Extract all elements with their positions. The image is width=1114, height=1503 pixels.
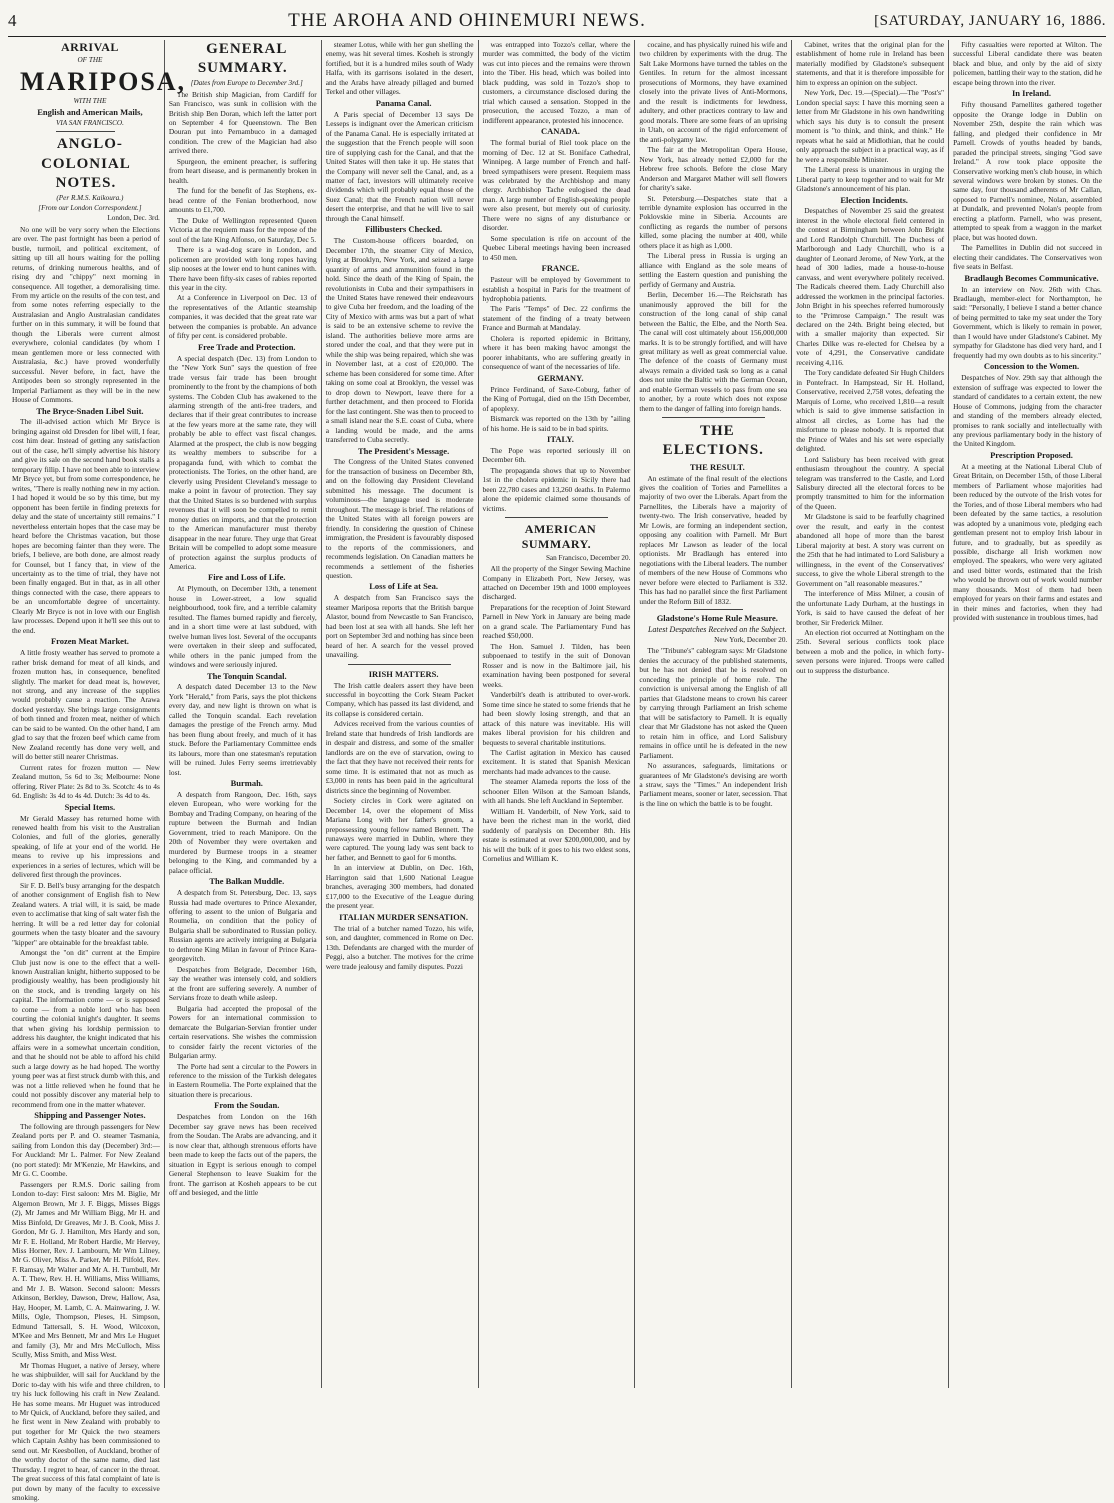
- paragraph: New York, Dec. 19.—(Special).—The "Post's" London special says: I have this morning seen a letter from Mr Gladstone in his own handwriting which says his duty is to consult the present moment is "to think, and think, and think." He repeats what he said at Midlothian, that he could only approach the subject in a practical way, as if he were a responsible Minister.: [796, 88, 945, 164]
- subheading-presidents-message: The President's Message.: [358, 445, 450, 456]
- subheading-libel: The Bryce-Snaden Libel Suit.: [36, 405, 144, 416]
- paragraph: Society circles in Cork were agitated on December 14, over the elopement of Miss Mariana Long with her father's groom, a prepossessing young fellow named Bennett. The runaways were married in Dublin, where they were captured. The young lady was sent back to her father, and Bennett to gaol for 6 months.: [325, 796, 474, 862]
- paragraph: The Porte had sent a circular to the Powers in reference to the mission of the Turkish delegates in Eastern Roumelia. The Porte explained that the situation there is precarious.: [168, 1061, 317, 1099]
- subheading-women: Concession to the Women.: [983, 361, 1080, 372]
- paragraph: Berlin, December 16.—The Reichsrath has unanimously approved the bill for the construction of the long canal of ship canal between the Baltic, the Elbe, and the North Sea. The canal will cost ultimately about 156,000,000 marks. It is to be strongly fortified, and will have great military as well as great commercial value. The defence of the coasts of Germany must always remain a divided task so long as a canal does not unite the Baltic with the German Ocean, and enable German vessels to pass from one sea to another, by a route which does not expose them to the danger of falling into foreign hands.: [639, 290, 788, 413]
- paragraph: A little frosty weather has served to promote a rather brisk demand for meat of all kinds, and frozen mutton has, in consequence, benefited slightly. The market for dead meat is, however, not strong, and any increase of the supplies would probably cause a reaction. The Arawa docked yesterday. She brings large consignments of both tinned and frozen meat, neither of which can be said to be wanted. On the other hand, I am glad to say that the frozen beef which came from New Zealand recently has done very well, and will do better still nearer Christmas.: [12, 648, 160, 762]
- paragraph: Advices received from the various counties of Ireland state that hundreds of Irish landlords are in despair and distress, and some of the smaller landlords are on the eve of starvation, owing to the fact that they have not received their rents for some time. It is estimated that not as much as £3,000 in rents has been paid in the agricultural districts since the beginning of November.: [325, 719, 474, 795]
- paragraph: At Plymouth, on December 13th, a tenement house in Lower-street, a low squalid neighbourhood, took fire, and a terrible calamity resulted. The flames burned rapidly and fiercely, and in a short time were at last subdued, with twelve human lives lost. Several of the occupants were overtaken in their sleep and suffocated, while others in the panic jumped from the windows and were seriously injured.: [168, 584, 317, 670]
- paragraph: No assurances, safeguards, limitations or guarantees of Mr Gladstone's devising are worth a straw, says the "Times." An independent Irish Parliament means, sooner or later, secession. That is the line on which the battle is to be fought.: [639, 761, 788, 808]
- columns: [8, 40, 1106, 1503]
- paragraph: The propaganda shows that up to November 1st in the cholera epidemic in Sicily there had been 22,780 cases and 13,260 deaths. In Palermo alone the epidemic claimed some thousands of victims.: [482, 465, 631, 513]
- subheading-soudan: From the Soudan.: [214, 1100, 280, 1111]
- paragraph: Passengers per R.M.S. Doric sailing from London to-day: First saloon: Mrs M. Biglie, Mr Algernon Brown, Mr J. F. Biggs, Misses Biggs (2), Mr James and Mr William Bigg, Mr H. and Miss Binfold, Dr Greaves, Mr J. B. Cook, Miss J. Gordon, Mr G. J. Hamilton, Mrs Hardy and son, Mr F. E. Holland, Mr Robert Hardie, Mr Hervey, Miss Horner, Rev. J. Lambourn, Mr Wm Lilney, Mr G. Oliver, Miss A. Parker, Mr H. Pilfold, Rev. F. Ramsay, Mr Walter and Mr A. H. Turnbull, Mr A. T. Thew, Rev. H. H. Williams, Miss Williams, and Mr J. B. Watson. Second saloon: Messrs Atkinson, Berkley, Dawson, Drew, Hallow, Asa, Hay, Hooper, M. Lamb, C. A. Mainwaring, J. W. Mills, Ogle, Thompson, Pleses, H. Simpson, Edmund Tattersall, S. H. Wood, Wilcoxon, M'Kee and Mrs Bennett, Mr and Mrs Le Huguet and family (3), Mr and Mrs McCulloch, Miss Scully, Miss Smith, and Miss West.: [12, 1179, 160, 1360]
- column-3: [322, 40, 479, 1388]
- paragraph: Bismarck was reported on the 13th by "ailing of his home. He is said to be in bad spirits.: [482, 414, 631, 433]
- subheading-tonquin: The Tonquin Scandal.: [206, 670, 287, 681]
- paragraph: Preparations for the reception of Joint Steward Parnell in New York in January are being made on a grand scale. The Parliamentary Fund has reached $50,000.: [482, 602, 631, 641]
- paragraph: The trial of a butcher named Tozzo, his wife, son, and daughter, commenced in Rome on Dec. 13th. Defendants are charged with the murder of Peggi, also a butcher. The motives for the crime were trade jealousy and family disputes. Pozzi: [325, 923, 474, 971]
- paragraph: All the property of the Singer Sewing Machine Company in Elizabeth Port, New Jersey, was attached on December 19th and 1000 employees discharged.: [482, 564, 631, 602]
- paragraph: Fifty thousand Parnellites gathered together opposite the Orange lodge in Dublin on November 25th, despite the rain which was falling, and pledged their confidence in Mr Parnell. Crowds of youths headed by bands, paraded the principal streets, singing "God save Ireland." A row took place opposite the Conservative working men's club house, in which several windows were broken by stones. On the same day, four thousand adherents of Mr Callan, opposed to Parnell's nominee, Nolan, assembled at Dundalk, and prevented Nolan's people from erecting a platform. Parnell, who was present, attempted to speak from a waggon in the market place, but was hooted down.: [953, 100, 1102, 242]
- gladstone-dek: Latest Despatches Received on the Subject.: [647, 624, 787, 634]
- arrival-block: [12, 40, 187, 128]
- paragraph: Bulgaria had accepted the proposal of the Powers for an international commission to demarcate the Bulgarian-Servian frontier under certain reservations. She wishes the commission to consider fairly the recent victories of the Bulgarian army.: [168, 1003, 317, 1061]
- paragraph: steamer Lotus, while with her gun shelling the enemy, was hit several times. Kosheh is strongly fortified, but it is a hundred miles south of Wady Halfa, with its garrisons isolated in the desert, and the Arabs have already pillaged and burned Terkel and other villages.: [325, 40, 474, 97]
- arrival-title: ARRIVAL: [60, 40, 119, 54]
- paragraph: The Pope was reported seriously ill on December 6th.: [482, 445, 631, 465]
- american-dateline: San Francisco, December 20.: [545, 553, 631, 562]
- separator: [505, 517, 608, 518]
- column-5: [635, 40, 792, 1388]
- paragraph: Spurgeon, the eminent preacher, is suffering from heart disease, and is permanently broken in health.: [168, 156, 317, 185]
- paragraph: A Paris special of December 13 says De Lesseps is indignant over the American criticism of the Panama Canal. He is especially irritated at the suggestion that the French people will soon tire of supplying cash for the Canal, and that the United States will then take it up. He states that the Company will never sell the Canal, and, as a matter of fact, investors will ultimately receive dividends which will probably equal those of the Suez Canal; that the French nation will never desert the enterprise, and that he will live to sail through the Canal himself.: [325, 109, 474, 223]
- gladstone-title: Gladstone's Home Rule Measure.: [656, 613, 778, 624]
- paragraph: The British ship Magician, from Cardiff for San Francisco, was sunk in collision with the British ship Ben Doran, which left the latter port on September 4 for Queenstown. The Ben Douran put into Pernambuco in a damaged condition. The crew of the Magician had also arrived there.: [168, 89, 317, 156]
- paragraph: Despatches of November 25 said the greatest interest in the whole electoral field centered in the contest at Birmingham between John Bright and Lord Randolph Churchill. The Duchess of Marlborough and Lady Churchill, who is a daughter of Leonard Jerome, of New York, at the head of 300 ladies, made a house-to-house canvass, and went everywhere politely received. The Radicals cheered them. Lady Churchill also addressed the workmen in the principal factories. John Bright in his speeches referred humorously to the "Primrose Campaign." The result was declared on the 24th. Bright being elected, but with a smaller majority than expected. Sir Charles Dilke was re-elected for Chelsea by a vote of 4,291, the Conservative candidate receiving 4,116.: [796, 206, 945, 367]
- paragraph: No one will be very sorry when the Elections are over. The past fortnight has been a period of bustle, turmoil, and political excitement, of sitting up till all hours waiting for the polling returns, of drinking numerous healths, and of rising dry and "chippy" next morning in consequence. All together, a demoralising time. From my article on the results of the con test, and from some notes referring especially to the Australasian and Anglo Australasian candidates further on in this summary, it will be found that though the Liberals were current almost everywhere, colonial candidates (by whom I mean gentlemen more or less connected with Australasia, &c.) have proved wonderfully successful. Never before, in fact, have the Antipodes been so strongly represented in the Imperial Parliament as they will be in the new House of Commons.: [12, 224, 160, 405]
- arrival-mails: English and American Mails,: [37, 107, 143, 118]
- arrival-with-the: WITH THE: [73, 97, 107, 106]
- separator: [56, 131, 115, 132]
- paragraph: The Congress of the United States convened for the transaction of business on December 8th, and on the following day President Cleveland submitted his message. The document is voluminous—the language used is moderate throughout. The message is brief. The relations of the United States with all foreign powers are friendly. In considering the question of Chinese immigration, the President is favourably disposed to the reports of the commissioners, and recommends legislation. On Canadian matters he recommends a settlement of the fisheries question.: [325, 457, 474, 580]
- subheading-prescription: Prescription Proposed.: [990, 449, 1073, 460]
- paragraph: The "Tribune's" cablegram says: Mr Gladstone denies the accuracy of the published statements, but he has not denied that he is resolved on conceding the principle of home rule. The conviction is universal among the English of all parties that Gladstone means to crown his career by carrying through Parliament an Irish scheme that will be satisfactory to Parnell. It is equally clear that Mr Gladstone has not asked the Queen to retain him in office, and Lord Salisbury remains in office until he is defeated in the new Parliament.: [639, 646, 788, 760]
- elections-title: THE ELECTIONS.: [662, 423, 764, 459]
- italian-murder-title: ITALIAN MURDER SENSATION.: [339, 911, 469, 922]
- paragraph: The Custom-house officers boarded, on December 17th, the steamer City of Mexico, lying at Brooklyn, New York, and seized a large quantity of arms and ammunition found in the hold. Since the death of the King of Spain, the revolutionists in Cuba and their sympathisers in the United States have renewed their endeavours to give Cuba her freedom, and the loading of the City of Mexico with arms was but a part of what is said to be an extensive scheme to revive the island. The authorities believe more arms are stored under the coal, and that they were put in while the ship was being repaired, which she was in November last, at a cost of £20,000. The scheme has been considered for some time. After taking on some coal at Brooklyn, the vessel was to drop down to Newport, leave there for a further detachment, and then proceed to Florida for the last contingent. She was then to proceed to a small island near the S.E. coast of Cuba, where a landing would be made, and the arms transferred to Cuba secretly.: [325, 236, 474, 445]
- paragraph: The steamer Alameda reports the loss of the schooner Ellen Wilson at the Samoan Islands, with all hands. She left Auckland in September.: [482, 777, 631, 806]
- paragraph: The fair at the Metropolitan Opera House, New York, has already netted £2,000 for the Hebrew free schools. Before the close Mary Anderson and Margaret Mather will sell flowers for charity's sake.: [639, 145, 788, 193]
- subheading-fire: Fire and Loss of Life.: [208, 572, 286, 583]
- subheading-panama: Panama Canal.: [375, 97, 432, 108]
- paragraph: An election riot occurred at Nottingham on the 25th. Several serious conflicts took place between a mob and the police, in which forty-seven persons were injured. Troops were called out to suppress the disturbance.: [796, 628, 945, 675]
- paragraph: Mr Gerald Massey has returned home with renewed health from his visit to the Australian Colonies, and full of the glories, generally speaking, of life at your end of the world. He means to revive up his impressions and experiences in a series of lectures, which will be delivered first through the provinces.: [12, 813, 160, 880]
- paragraph: The Liberal press is unanimous in urging the Liberal party to keep together and to wait for Mr Gladstone's announcement of his plan.: [796, 165, 945, 194]
- arrival-via: VIA SAN FRANCISCO.: [55, 119, 124, 128]
- anglo-dateline: London, Dec. 3rd.: [107, 214, 160, 223]
- paragraph: The Parnellites in Dublin did not succeed in electing their candidates. The Conservatives won five seats in Belfast.: [953, 243, 1102, 272]
- paragraph: St. Petersburg.—Despatches state that a terrible dynamite explosion has occurred in the Poklovskie mine in Siberia. Accounts are conflicting as regards the number of persons killed, some placing the number at 400, while others place it as high as 1,000.: [639, 193, 788, 250]
- paragraph: A special despatch (Dec. 13) from London to the "New York Sun" says the question of free trade versus fair trade has been brought prominently to the front by the champions of both systems. The Cobden Club has awakened to the alarming strength of the anti-free traders, and declares that if their great contributes to increase at the few years more at the same rate, they will probably be able to effect vast fiscal changes. Alarmed at the prospect, the club is now begging its wealthy members to subscribe for a propaganda fund, with which to combat the protectionists. The Tories, on the other hand, are cleverly using President Cleveland's message to make a point in favour of protection. They say that the United States is so burdened with surplus revenues that it will soon be compelled to remit money duties on imports, and that the protection to the American manufacturer must thereby disappear in the near future. They urge that Great Britain will be compelled to adopt some measure of protection against the surplus products of America.: [168, 353, 317, 571]
- page-number: 4: [8, 11, 17, 30]
- paragraph: Despatches of Nov. 29th say that although the extension of suffrage was expected to lower the standard of candidates to a certain extent, the new House of Commons, judging from the character and standing of the members already elected, promises to rank socially and intellectually with any previous parliamentary body in the history of the United Kingdom.: [953, 373, 1102, 449]
- paragraph: At a meeting at the National Liberal Club of Great Britain, on December 15th, of those Liberal members of Parliament whose majorities had been reduced by the outvote of the Irish votes for the Tories, and of those Liberal members who had been defeated by the same tactics, a resolution was adopted by a unanimous vote, pledging each gentleman present not to employ Irish labour in future, and to gradually, but as speedily as possible, discharge all Irish workmen now employed. The speakers, who were very agitated and used bitter words, estimated that the Irish who would be thrown out of work would number many thousands. Most of them had been employed for years on their farms and estates and in their mines and factories, when they had provided with sustenance in troublous times, had: [953, 461, 1102, 623]
- irish-matters-title: IRISH MATTERS.: [368, 668, 439, 679]
- paragraph: Amongst the "on dit" current at the Empire Club just now is one to the effect that a well-known Australian knight, hitherto supposed to be prodigiously wealthy, has been prodigiously hit on the stock, and is trending largely on his capital. The information come — or is supposed to come — from a noble lord who has been courting the colonial knight's daughter. It seems that when giving his lordship permission to address his daughter, the knight indicated that his affairs were in a somewhat uncertain condition, and that he should not be able to afford his child such a large dowry as he had hoped. The worthy young peer was at first struck dumb with this, and was not a little relieved when he found that he could not possibly discover any material help to recommend from one in the matter whatever.: [12, 948, 160, 1109]
- paragraph: A despatch from San Francisco says the steamer Mariposa reports that the British barque Alastor, bound from Newcastle to San Francisco, had been lost at sea with all hands. She left her port on September 3rd and nothing has since been heard of her. A search for the vessel proved unavailing.: [325, 593, 474, 660]
- paragraph: Pasteur will be employed by Government to establish a hospital in Paris for the treatment of hydrophobia patients.: [482, 275, 631, 303]
- general-summary-sub: [Dates from Europe to December 3rd.]: [190, 79, 303, 88]
- separator: [348, 664, 451, 665]
- gladstone-dateline: New York, December 20.: [714, 636, 788, 645]
- paragraph: Some speculation is rife on account of the Quebec Liberal meetings having been increased to 450 men.: [482, 233, 631, 262]
- france-title: FRANCE.: [541, 263, 580, 274]
- paragraph: The interference of Miss Milner, a cousin of the unfortunate Lady Durham, at the hustings in York, is said to have caused the defeat of her brother, Sir Frederick Milner.: [796, 589, 945, 627]
- subheading-ireland: In Ireland.: [1011, 88, 1052, 99]
- paragraph: Vanderbilt's death is attributed to over-work. Some time since he stated to some friends that he had been slowly losing strength, and that an attack of this nature was inevitable. His will makes liberal provision for his children and bequests to several charitable institutions.: [482, 690, 631, 747]
- paragraph: The following are through passengers for New Zealand ports per P. and O. steamer Tasmania, sailing from London this day (December) 3rd:— For Auckland: Mr L. Palmer. For New Zealand (no port stated): Mr M'Kenzie, Mr Hawkins, and Mr G. C. Coombe.: [12, 1121, 160, 1179]
- paragraph: The fund for the benefit of Jas Stephens, ex-head centre of the Fenian brotherhood, now amounts to £1,700.: [168, 186, 317, 215]
- column-7: [949, 40, 1106, 1388]
- subheading-meat: Frozen Meat Market.: [50, 636, 129, 647]
- paragraph: The Paris "Temps" of Dec. 22 confirms the statement of the finding of a treaty between France and Burmah at Mandalay.: [482, 304, 631, 333]
- arrival-of-the: OF THE: [77, 56, 103, 65]
- separator: [684, 609, 743, 610]
- paragraph: Despatches from Belgrade, December 16th, say the weather was intensely cold, and soldiers at the front are suffering severely. A number of Servians froze to death while asleep.: [168, 964, 317, 1003]
- paragraph: An estimate of the final result of the elections gives the coalition of Tories and Parnellites a majority of two over the Liberals. Apart from the Parnellites, the Liberals have a majority of twenty-two. The Irish conservative, headed by Mr Lowis, are forming an independent section, opposing any coalition with Parnell. Mr Burt replaces Mr Lawson as leader of the local optionists. Mr Bradlaugh has entered into negotiations with the Liberal leaders. The number of members of the new House of Commons who never before were elected to Parliament is 332. This has had no parallel since the first Parliament under the Reform Bill of 1832.: [639, 473, 788, 606]
- column-6: [792, 40, 949, 1388]
- subheading-special: Special Items.: [64, 801, 116, 812]
- paragraph: cocaine, and has physically ruined his wife and two children by experiments with the drug. The Salt Lake Mormons have turned the tables on the Gentiles. In return for the almost incessant prosecutions of Mormons, they have examined closely into the private lives of Anti-Mormons, and the result is indictments for lewdness, adultery, and other practices contrary to law and good morals. There are some fears of an uprising in Utah, on account of the rigid enforcement of the anti-polygamy law.: [639, 40, 788, 144]
- anglo-colonial-title: ANGLO-COLONIAL NOTES.: [41, 136, 131, 191]
- subheading-trade: Free Trade and Protection.: [197, 341, 296, 352]
- newspaper-title: THE AROHA AND OHINEMURI NEWS.: [288, 10, 646, 31]
- american-summary-title: AMERICAN SUMMARY.: [521, 522, 597, 552]
- paragraph: Mr Gladstone is said to be fearfully chagrined over the result, and early in the contest abandoned all hope of more than the barest Liberal majority at best. A story was current on the 25th that he had intimated to Lord Salisbury a willingness, in the event of the Conservatives' success, to give the whole Liberal strength to the Government on "all reasonable measures.": [796, 512, 945, 588]
- paragraph: The Duke of Wellington represented Queen Victoria at the requiem mass for the repose of the soul of the late King Alfonso, on Saturday, Dec 5.: [168, 215, 317, 244]
- paragraph: A despatch from Rangoon, Dec. 16th, says eleven European, who were working for the Bombay and Trading Company, on hearing of the rupture between the Burmah and Indian Government, tried to reach Manipore. On the 20th of November they were overtaken and murdered by Burmese troops in a steamer belonging to the King, and commanded by a palace official.: [168, 789, 317, 875]
- paragraph: In an interview at Dublin, on Dec. 16th, Harrington said that 1,600 National League branches, averaging 300 members, had donated £17,000 to the Executive of the League during the present year.: [325, 863, 474, 911]
- column-4: [479, 40, 636, 1388]
- issue-date: [SATURDAY, JANUARY 16, 1886.: [874, 12, 1106, 29]
- subheading-shipping: Shipping and Passenger Notes.: [34, 1110, 146, 1121]
- subheading-loss-at-sea: Loss of Life at Sea.: [369, 581, 438, 592]
- paragraph: A despatch from St. Petersburg, Dec. 13, says Russia had made overtures to Prince Alexander, offering to assent to the union of Bulgaria and Roumelia, on condition that the policy of Bulgaria shall be subordinated to Russian policy. Russian agents are actively intriguing at Bulgaria to dethrone King Milan in favour of Prince Kara-georgevitch.: [168, 888, 317, 964]
- general-summary-title: GENERAL SUMMARY.: [197, 41, 288, 77]
- paragraph: Sir F. D. Bell's busy arranging for the despatch of another consignment of English fish to New Zealand waters. A trial will, it is said, be made even to acclimatise that king of salt water fish the herring. It will be a red letter day for colonial gourmets when the tasty bloater and the savoury "kipper" are obtainable for the breakfast table.: [12, 880, 160, 947]
- paragraph: The Irish cattle dealers assert they have been successful in boycotting the Cork Steam Packet Company, which has passed its last dividend, and its collapse is considered certain.: [325, 680, 474, 718]
- anglo-from: [From our London Correspondent.]: [38, 204, 142, 213]
- paragraph: Mr Thomas Huguet, a native of Jersey, where he was shipbuilder, will sail for Auckland by the Doric to-day with his wife and three children, to try his luck following his craft in New Zealand. He has some means. Mr Huguet was introduced to Mr Quick, of Auckland, before they sailed, and he first went in New Zealand with probably to put together for Mr Quick the two steamers which Captain Ashby has been commissioned to send out. Mr Keesbollen, of Auckland, brother of the worthy doctor of the same name, died last Thursday. I regret to hear, of cancer in the throat. The great success of this fatal complaint of late is put down by many of the faculty to excessive smoking.: [12, 1360, 160, 1503]
- subheading-election-incidents: Election Incidents.: [840, 194, 908, 205]
- paragraph: The Hon. Samuel J. Tilden, has been subpoenaed to testify in the suit of Donovan Rosser and is now in the Baltimore jail, his examination having been postponed for several weeks.: [482, 641, 631, 689]
- paragraph: In an interview on Nov. 26th with Chas. Bradlaugh, member-elect for Northampton, he said: "Personally, I believe I stand a better chance of being permitted to take my seat under the Tory Government, which is likely to remain in power, than I would have under Gladstone's Cabinet. My sympathy for Gladstone has died very hard, and I frequently had my own doubts as to his sincerity.": [953, 284, 1102, 360]
- elections-result-title: THE RESULT.: [689, 461, 745, 472]
- paragraph: The Tory candidate defeated Sir Hugh Childers in Pontefract. In Hampstead, Sir H. Holland, Conservative, received 2,758 votes, defeating the Marquis of Lorne, who received 1,810—a result which is said to give immense satisfaction in almost all circles, as Lorne has had the misfortune to please nobody. It is reported that the Prince of Wales and his set were especially delighted.: [796, 368, 945, 454]
- separator: [662, 417, 765, 418]
- subheading-fillibusters: Fillibusters Checked.: [365, 224, 443, 235]
- paragraph: Fifty casualties were reported at Wilton. The successful Liberal candidate there was beaten black and blue, and only by the aid of sixty policemen, battling their way to the station, did he escape being thrown into the river.: [953, 40, 1102, 87]
- paragraph: Lord Salisbury has been received with great enthusiasm throughout the country. A special telegram was transferred to the Castle, and Lord Salisbury directed all the electoral forces to be promptly transmitted to him for the information of the Queen.: [796, 454, 945, 511]
- paragraph: was entrapped into Tozzo's cellar, where the murder was committed, the body of the victim was cut into pieces and the remains were thrown into the Tiber. His head, which was boiled into black pudding, was sold in Tozzo's shop to customers, a circumstance disclosed during the trial which caused a sensation. Stopped in the prosecution, the accused Tozzo, a man of indifferent appearance, protested his innocence.: [482, 40, 631, 125]
- paragraph: The Liberal press in Russia is urging an alliance with England as the sole means of settling the Eastern question and punishing the perfidy of Germany and Austria.: [639, 251, 788, 289]
- paragraph: The ill-advised action which Mr Bryce is bringing against old Dresden for libel will, I fear, cost him dear. Instead of getting any satisfaction out of the case, he'll simply advertise his history and give its sale on the second hand book stalls a temporary fillip. I have not been able to interview Mr Bryce yet, but from some correspondence, he writes, "There is really nothing new in my action. I had hoped it would be so by this time, but my opponent has been fertile in finding pretexts for delay and the state of uncertainty still remains." I nevertheless entertain hopes that the case may be heard before the Christmas vacation, but those hopes are becoming fainter than they were. The briefs, I believe, are both done, are almost ready for Counsel, but I fancy that, in view of the uncertainty as to the time of trial, they have not been finally engaged. But in that, as in all other things connected with the case, there appears to be an uncomfortable degree of uncertainty. Clearly Mr Bryce is not in love with our English law processes. Depend upon it he'll see this out to the end.: [12, 417, 160, 635]
- subheading-burmah: Burmah.: [230, 778, 263, 789]
- germany-title: GERMANY.: [537, 372, 584, 383]
- column-1: [8, 40, 187, 1503]
- canada-title: CANADA.: [540, 126, 580, 137]
- paragraph: A despatch dated December 13 to the New York "Herald," from Paris, says the plot thickens every day, and new light is thrown on what is called the Tonquin scandal. Each revelation damages the prestige of the French army. Mud has been flung about freely, and much of it has stuck. Before the Parliamentary Committee ends its labours, more than one statesman's reputation will be ruined. Jules Ferry seems irretrievably lost.: [168, 682, 317, 777]
- paragraph: Current rates for frozen mutton — New Zealand mutton, 5s 6d to 3s; Melbourne: None offering. River Plate: 2s 8d to 3s. Scotch: 4s to 4s 6d. English: 3s 4d to 4s 4d. Dutch: 3s 4d to 4s.: [12, 762, 160, 801]
- paragraph: At a Conference in Liverpool on Dec. 13 of the representatives of the Atlantic steamship companies, it was decided that the great rate war between the companies is probable. An advance of fifty per cent. is considered probable.: [168, 293, 317, 341]
- paragraph: Despatches from London on the 16th December say grave news has been received from the Soudan. The Arabs are advancing, and it is now clear that, although strenuous efforts have been made to keep the facts out of the papers, the situation in Egypt is serious enough to compel General Stephenson to leave Suakim for the front. The garrison at Kosheh appears to be cut off and besieged, and the little: [168, 1112, 317, 1197]
- paragraph: The formal burial of Riel took place on the morning of Dec. 12 at St. Boniface Cathedral, Winnipeg. A large number of French and half-breed sympathisers were present. Requiem mass was celebrated by the Archbishop and many clergy. Archbishop Tache eulogised the dead man. A large number of English-speaking people were also present, but merely out of curiosity. There were no signs of any disturbance or disorder.: [482, 138, 631, 233]
- column-2: [165, 40, 322, 1388]
- paragraph: Prince Ferdinand, of Saxe-Coburg, father of the King of Portugal, died on the 15th December, of apoplexy.: [482, 384, 631, 413]
- paragraph: Cholera is reported epidemic in Brittany, where it has been making havoc amongst the poorer inhabitants, who are suffering greatly in consequence of want of the necessaries of life.: [482, 333, 631, 372]
- subheading-bradlaugh: Bradlaugh Becomes Communicative.: [964, 272, 1099, 283]
- paragraph: There is a wad-dog scare in London, and policemen are provided with long ropes having slip nooses at the lower end to hunt canines with. There have been fifty-six cases of rabies reported this year in the city.: [168, 245, 317, 292]
- anglo-via: (Per R.M.S. Kaikoura.): [56, 194, 124, 203]
- header-rule: [8, 36, 1106, 37]
- masthead: [8, 6, 1106, 36]
- paragraph: William H. Vanderbilt, of New York, said to have been the richest man in the world, died suddenly of paralysis on December 8th. His estate is estimated at over $200,000,000, and by his will the bulk of it goes to his two eldest sons, Cornelius and William K.: [482, 806, 631, 864]
- paragraph: The Carlist agitation in Mexico has caused excitement. It is stated that Spanish Mexican merchants had made advances to the cause.: [482, 747, 631, 776]
- arrival-ship: MARIPOSA,: [20, 66, 187, 96]
- subheading-balkan: The Balkan Muddle.: [209, 876, 285, 887]
- paragraph: Cabinet, writes that the original plan for the establishment of home rule in Ireland has been materially modified by Gladstone's subsequent statements, and that it is therefore impossible for him to express an opinion on the subject.: [796, 40, 945, 87]
- italy-title: ITALY.: [547, 433, 574, 444]
